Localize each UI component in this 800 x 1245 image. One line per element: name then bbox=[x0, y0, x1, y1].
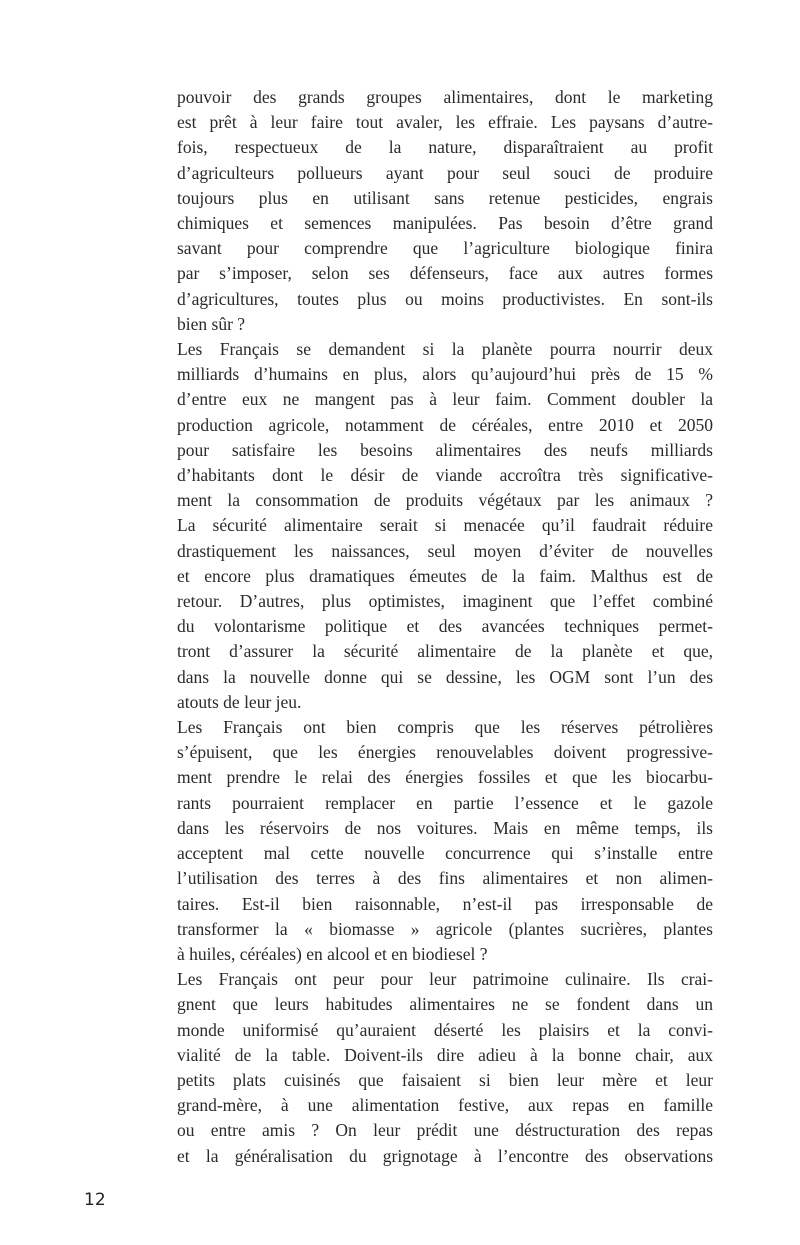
text-line: l’utilisation des terres à des fins alimentaires et non alimen- bbox=[177, 868, 713, 889]
text-line: Les Français ont bien compris que les réserves pétrolières bbox=[177, 717, 713, 738]
text-line: d’agricultures, toutes plus ou moins productivistes. En sont-ils bbox=[177, 288, 713, 309]
text-line: dans la nouvelle donne qui se dessine, les OGM sont l’un des bbox=[177, 666, 713, 687]
body-text bbox=[177, 85, 713, 1169]
text-line: rants pourraient remplacer en partie l’essence et le gazole bbox=[177, 792, 713, 813]
text-line: dans les réservoirs de nos voitures. Mais en même temps, ils bbox=[177, 817, 713, 838]
text-line: retour. D’autres, plus optimistes, imaginent que l’effet combiné bbox=[177, 591, 713, 612]
text-line: ment la consommation de produits végétaux par les animaux ? bbox=[177, 490, 713, 511]
text-line: monde uniformisé qu’auraient déserté les plaisirs et la convi- bbox=[177, 1019, 713, 1040]
text-line: d’entre eux ne mangent pas à leur faim. Comment doubler la bbox=[177, 389, 713, 410]
text-line: La sécurité alimentaire serait si menacée qu’il faudrait réduire bbox=[177, 515, 713, 536]
text-line: vialité de la table. Doivent-ils dire adieu à la bonne chair, aux bbox=[177, 1044, 713, 1065]
text-line: transformer la « biomasse » agricole (plantes sucrières, plantes bbox=[177, 918, 713, 939]
text-line: grand-mère, à une alimentation festive, aux repas en famille bbox=[177, 1095, 713, 1116]
text-line: ment prendre le relai des énergies fossiles et que les biocarbu- bbox=[177, 767, 713, 788]
text-line: tront d’assurer la sécurité alimentaire de la planète et que, bbox=[177, 641, 713, 662]
text-line: chimiques et semences manipulées. Pas besoin d’être grand bbox=[177, 213, 713, 234]
text-line: par s’imposer, selon ses défenseurs, face aux autres formes bbox=[177, 263, 713, 284]
text-line: à huiles, céréales) en alcool et en biodiesel ? bbox=[177, 943, 488, 964]
text-line: milliards d’humains en plus, alors qu’aujourd’hui près de 15 % bbox=[177, 364, 713, 385]
text-line: pouvoir des grands groupes alimentaires, dont le marketing bbox=[177, 87, 713, 107]
text-line: fois, respectueux de la nature, disparaîtraient au profit bbox=[177, 137, 713, 158]
text-line: gnent que leurs habitudes alimentaires ne se fondent dans un bbox=[177, 994, 713, 1015]
text-line: ou entre amis ? On leur prédit une déstructuration des repas bbox=[177, 1120, 713, 1141]
text-line: d’habitants dont le désir de viande accroîtra très significative- bbox=[177, 465, 713, 486]
text-line: production agricole, notamment de céréales, entre 2010 et 2050 bbox=[177, 414, 713, 435]
text-line: s’épuisent, que les énergies renouvelables doivent progressive- bbox=[177, 742, 713, 763]
text-line: Les Français se demandent si la planète pourra nourrir deux bbox=[177, 339, 713, 360]
text-line: et encore plus dramatiques émeutes de la faim. Malthus est de bbox=[177, 565, 713, 586]
text-line: petits plats cuisinés que faisaient si bien leur mère et leur bbox=[177, 1069, 713, 1090]
text-line: Les Français ont peur pour leur patrimoine culinaire. Ils crai- bbox=[177, 969, 713, 990]
text-line: du volontarisme politique et des avancées techniques permet- bbox=[177, 616, 713, 637]
text-line: taires. Est-il bien raisonnable, n’est-il pas irresponsable de bbox=[177, 893, 713, 914]
page-number: 12 bbox=[84, 1190, 106, 1210]
text-line: toujours plus en utilisant sans retenue pesticides, engrais bbox=[177, 187, 713, 208]
text-line: savant pour comprendre que l’agriculture biologique finira bbox=[177, 238, 713, 259]
text-line: bien sûr ? bbox=[177, 313, 246, 334]
text-line: atouts de leur jeu. bbox=[177, 691, 302, 712]
text-line: pour satisfaire les besoins alimentaires des neufs milliards bbox=[177, 439, 713, 460]
text-line: et la généralisation du grignotage à l’encontre des observations bbox=[177, 1145, 713, 1166]
text-line: est prêt à leur faire tout avaler, les effraie. Les paysans d’autre- bbox=[177, 112, 713, 133]
text-line: d’agriculteurs pollueurs ayant pour seul souci de produire bbox=[177, 162, 713, 183]
text-line: drastiquement les naissances, seul moyen d’éviter de nouvelles bbox=[177, 540, 713, 561]
text-line: acceptent mal cette nouvelle concurrence qui s’installe entre bbox=[177, 843, 713, 864]
